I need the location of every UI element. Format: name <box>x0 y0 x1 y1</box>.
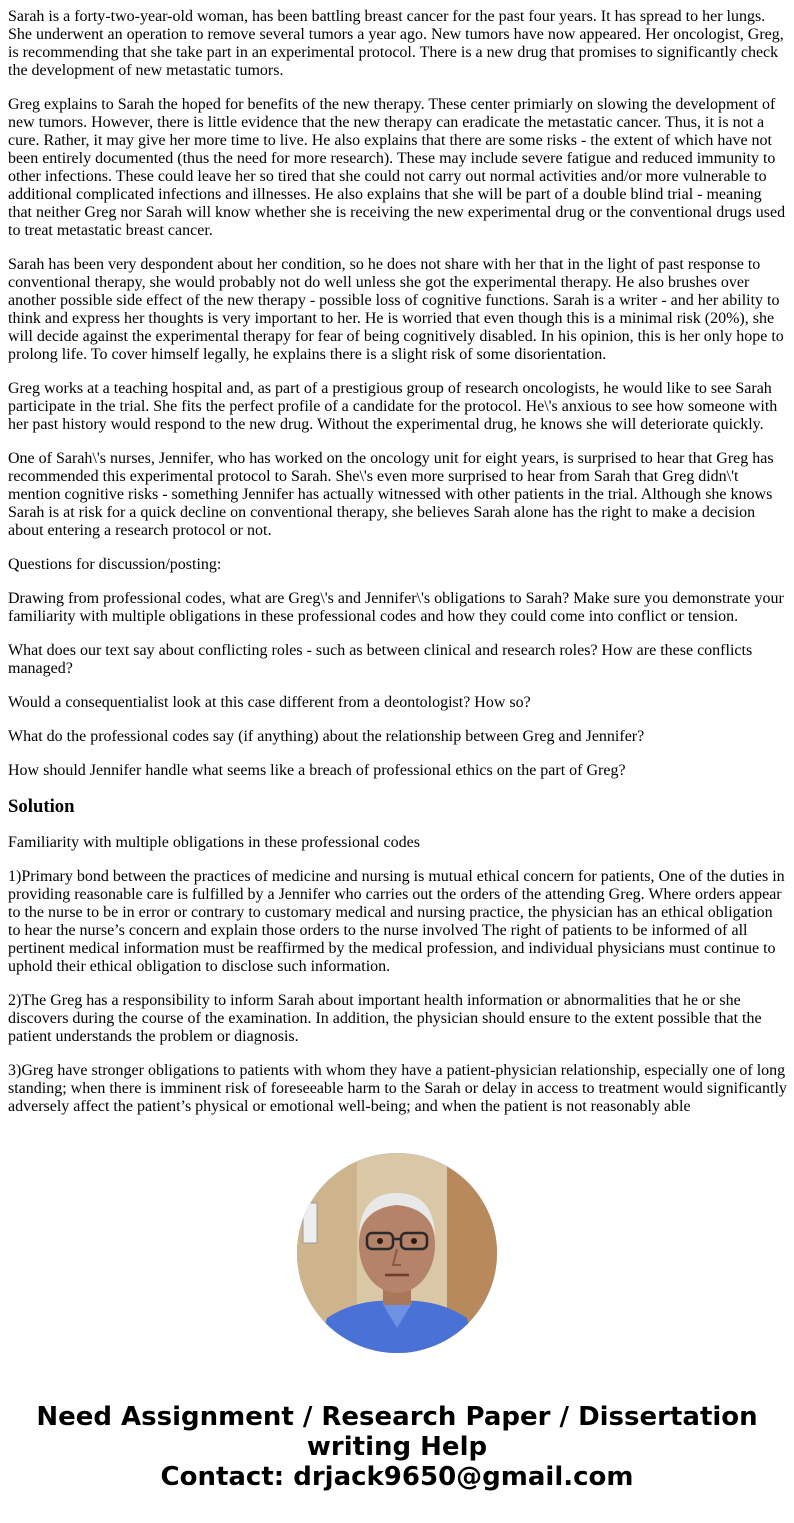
case-paragraph-5: One of Sarah\'s nurses, Jennifer, who has worked on the oncology unit for eight years, is surprised to hear that Greg has recommended this experimental protocol to Sarah. She\'s even more surprised to hear from Sarah that Greg didn\'t mention cognitive risks - something Jennifer has actually witnessed with other patients in the trial. Although she knows Sarah is at risk for a quick decline on conventional therapy, she believes Sarah alone has the right to make a decision about entering a research protocol or not. <box>8 450 774 539</box>
author-photo-illustration <box>297 1153 497 1353</box>
solution-point-1: 1)Primary bond between the practices of medicine and nursing is mutual ethical concern for patients, One of the duties in providing reasonable care is fulfilled by a Jennifer who carries out the orders of the attending Greg. Where orders appear to the nurse to be in error or contrary to customary medical and nursing practice, the physician has an ethical obligation to hear the nurse’s concern and explain those orders to the nurse involved The right of patients to be informed of all pertinent medical information must be reaffirmed by the medical profession, and individual physicians must continue to uphold their ethical obligation to disclose such information. <box>8 868 785 975</box>
banner-line-2: writing Help <box>306 1432 488 1462</box>
author-avatar <box>297 1153 497 1353</box>
solution-point-3: 3)Greg have stronger obligations to patients with whom they have a patient-physician relationship, especially one of long standing; when there is imminent risk of foreseeable harm to the Sarah or delay in access to treatment would significantly adversely affect the patient’s physical or emotional well-being; and when the patient is not reasonably able <box>8 1062 787 1115</box>
case-paragraph-4: Greg works at a teaching hospital and, as part of a prestigious group of research oncologists, he would like to see Sarah participate in the trial. She fits the perfect profile of a candidate for the protocol. He\'s anxious to see how someone with her past history would respond to the new drug. Without the experimental drug, he knows she will deteriorate quickly. <box>8 380 778 433</box>
case-paragraph-1: Sarah is a forty-two-year-old woman, has been battling breast cancer for the past four years. It has spread to her lungs. She underwent an operation to remove several tumors a year ago. New tumors have now appeared. Her oncologist, Greg, is recommending that she take part in an experimental protocol. There is a new drug that promises to significantly check the development of new metastatic tumors. <box>8 8 784 79</box>
question-5: How should Jennifer handle what seems like a breach of professional ethics on the part of Greg? <box>8 762 626 779</box>
case-paragraph-3: Sarah has been very despondent about her condition, so he does not share with her that in the light of past response to conventional therapy, she would probably not do well unless she got the experimental therapy. He also brushes over another possible side effect of the new therapy - possible loss of cognitive functions. Sarah is a writer - and her ability to think and express her thoughts is very important to her. He is worried that even though this is a minimal risk (20%), she will decide against the experimental therapy for fear of being cognitively disabled. In his opinion, this is her only hope to prolong life. To cover himself legally, he explains there is a slight risk of some disorientation. <box>8 256 784 363</box>
banner-contact[interactable]: Contact: drjack9650@gmail.com <box>160 1462 634 1492</box>
banner-line-1: Need Assignment / Research Paper / Dissertation <box>36 1402 758 1432</box>
question-1: Drawing from professional codes, what are Greg\'s and Jennifer\'s obligations to Sarah? Make sure you demonstrate your familiarity with multiple obligations in these professional codes and how they could come into conflict or tension. <box>8 590 784 625</box>
solution-intro: Familiarity with multiple obligations in these professional codes <box>8 834 420 851</box>
questions-heading: Questions for discussion/posting: <box>8 556 222 573</box>
case-paragraph-2: Greg explains to Sarah the hoped for benefits of the new therapy. These center primiarly on slowing the development of new tumors. However, there is little evidence that the new therapy can eradicate the metastatic cancer. Thus, it is not a cure. Rather, it may give her more time to live. He also explains that there are some risks - the extent of which have not been entirely documented (thus the need for more research). These may include severe fatigue and reduced immunity to other infections. These could leave her so tired that she could not carry out normal activities and/or more vulnerable to additional complicated infections and illnesses. He also explains that she will be part of a double blind trial - meaning that neither Greg nor Sarah will know whether she is receiving the new experimental drug or the conventional drugs used to treat metastatic breast cancer. <box>8 96 786 239</box>
solution-point-2: 2)The Greg has a responsibility to inform Sarah about important health information or abnormalities that he or she discovers during the course of the examination. In addition, the physician should ensure to the extent possible that the patient understands the problem or diagnosis. <box>8 992 762 1045</box>
question-4: What do the professional codes say (if anything) about the relationship between Greg and Jennifer? <box>8 728 645 745</box>
solution-title: Solution <box>8 796 75 817</box>
document-body <box>8 8 787 1132</box>
contact-banner <box>0 1402 794 1492</box>
question-3: Would a consequentialist look at this case different from a deontologist? How so? <box>8 694 531 711</box>
question-2: What does our text say about conflicting roles - such as between clinical and research roles? How are these conflicts managed? <box>8 642 753 677</box>
